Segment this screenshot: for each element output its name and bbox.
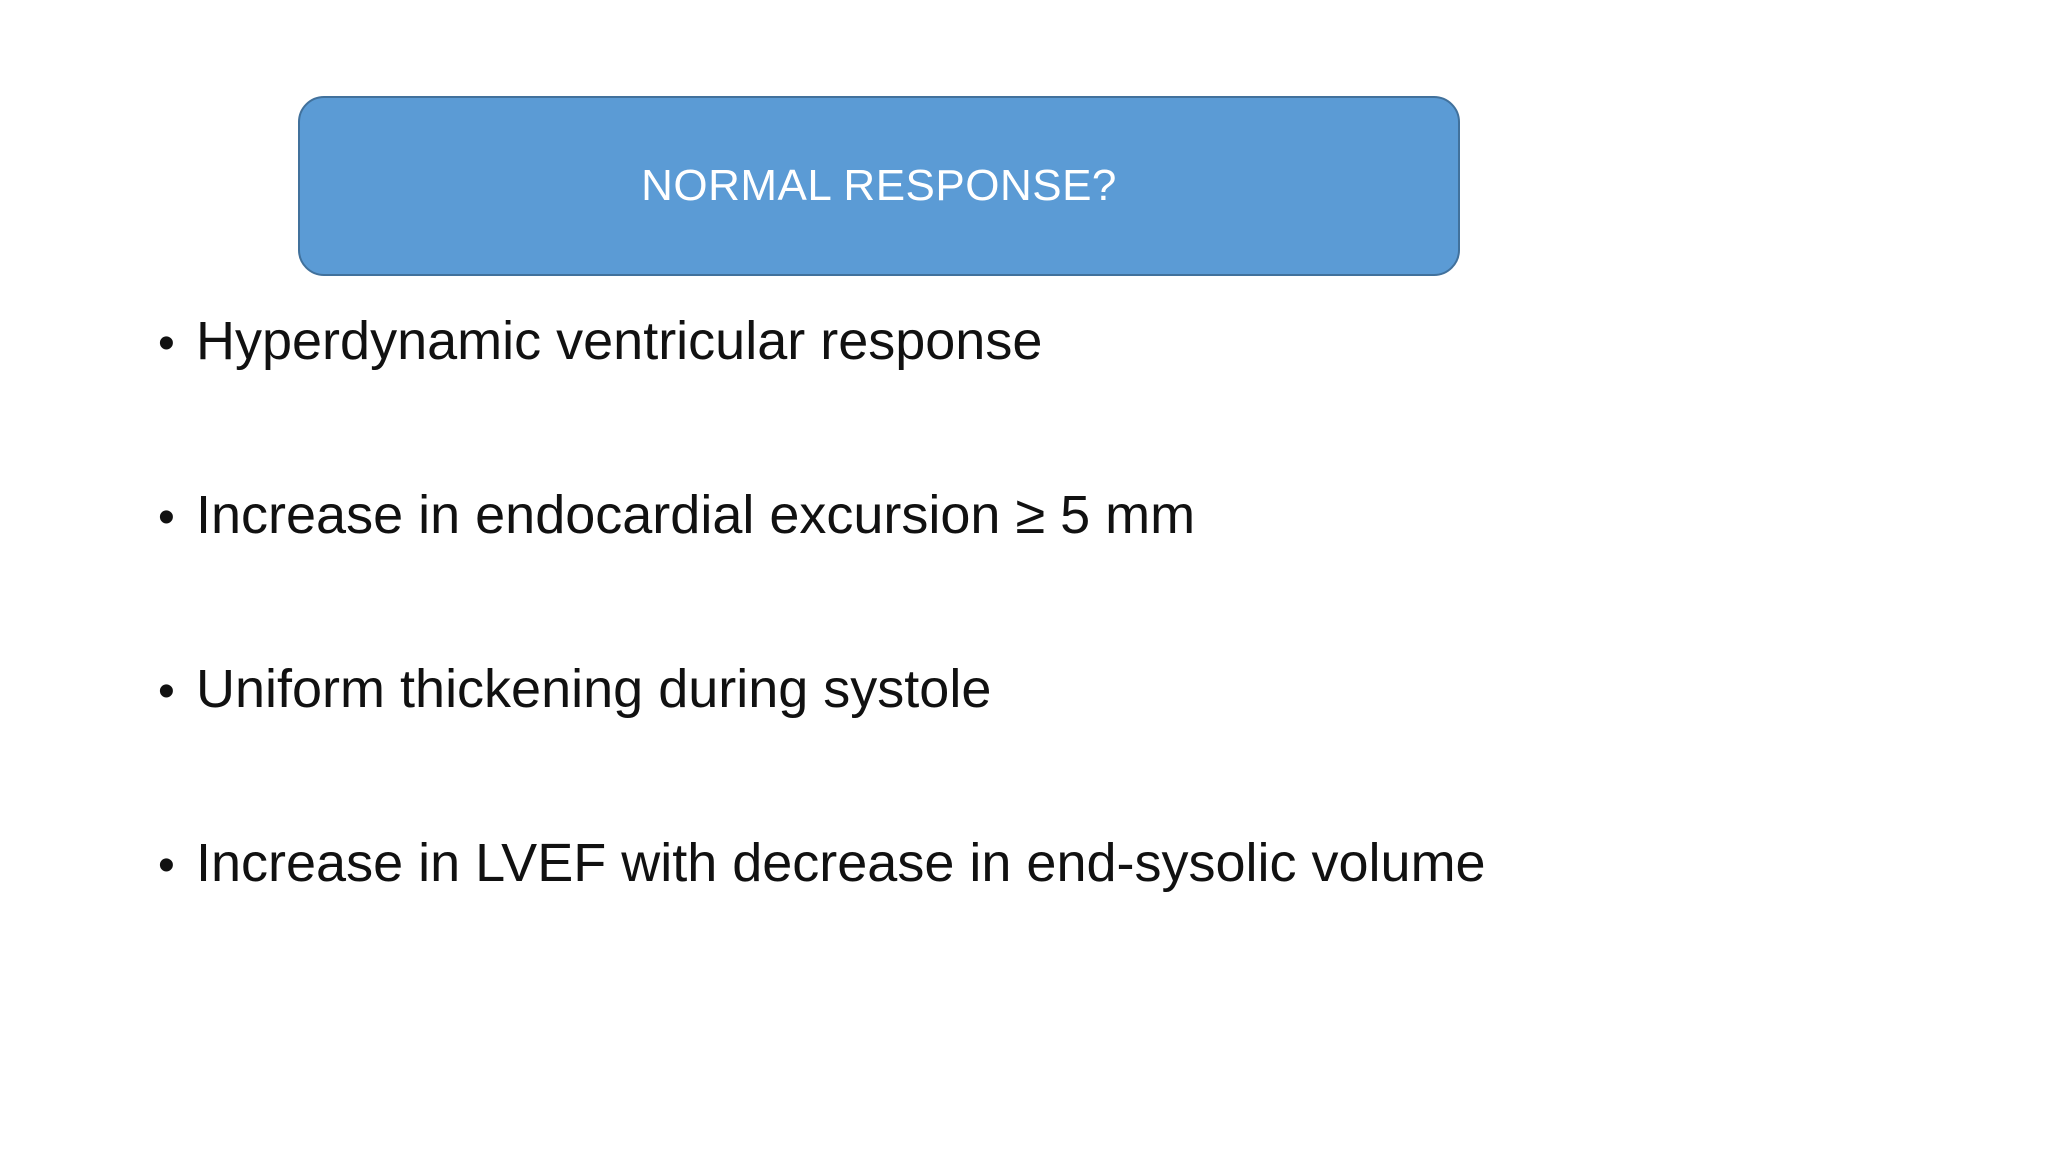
bullet-icon: • [158,665,175,718]
bullet-list [158,310,1486,1006]
bullet-item [158,832,1486,1006]
bullet-text: Hyperdynamic ventricular response [196,311,1043,371]
bullet-item [158,484,1486,658]
bullet-text: Uniform thickening during systole [196,659,992,719]
bullet-item [158,310,1486,484]
bullet-item [158,658,1486,832]
title-box [298,96,1460,276]
bullet-text: Increase in LVEF with decrease in end-sysolic volume [196,833,1486,893]
slide-title: NORMAL RESPONSE? [641,161,1117,210]
bullet-icon: • [158,317,175,370]
bullet-text: Increase in endocardial excursion ≥ 5 mm [196,485,1196,545]
bullet-icon: • [158,839,175,892]
bullet-icon: • [158,491,175,544]
